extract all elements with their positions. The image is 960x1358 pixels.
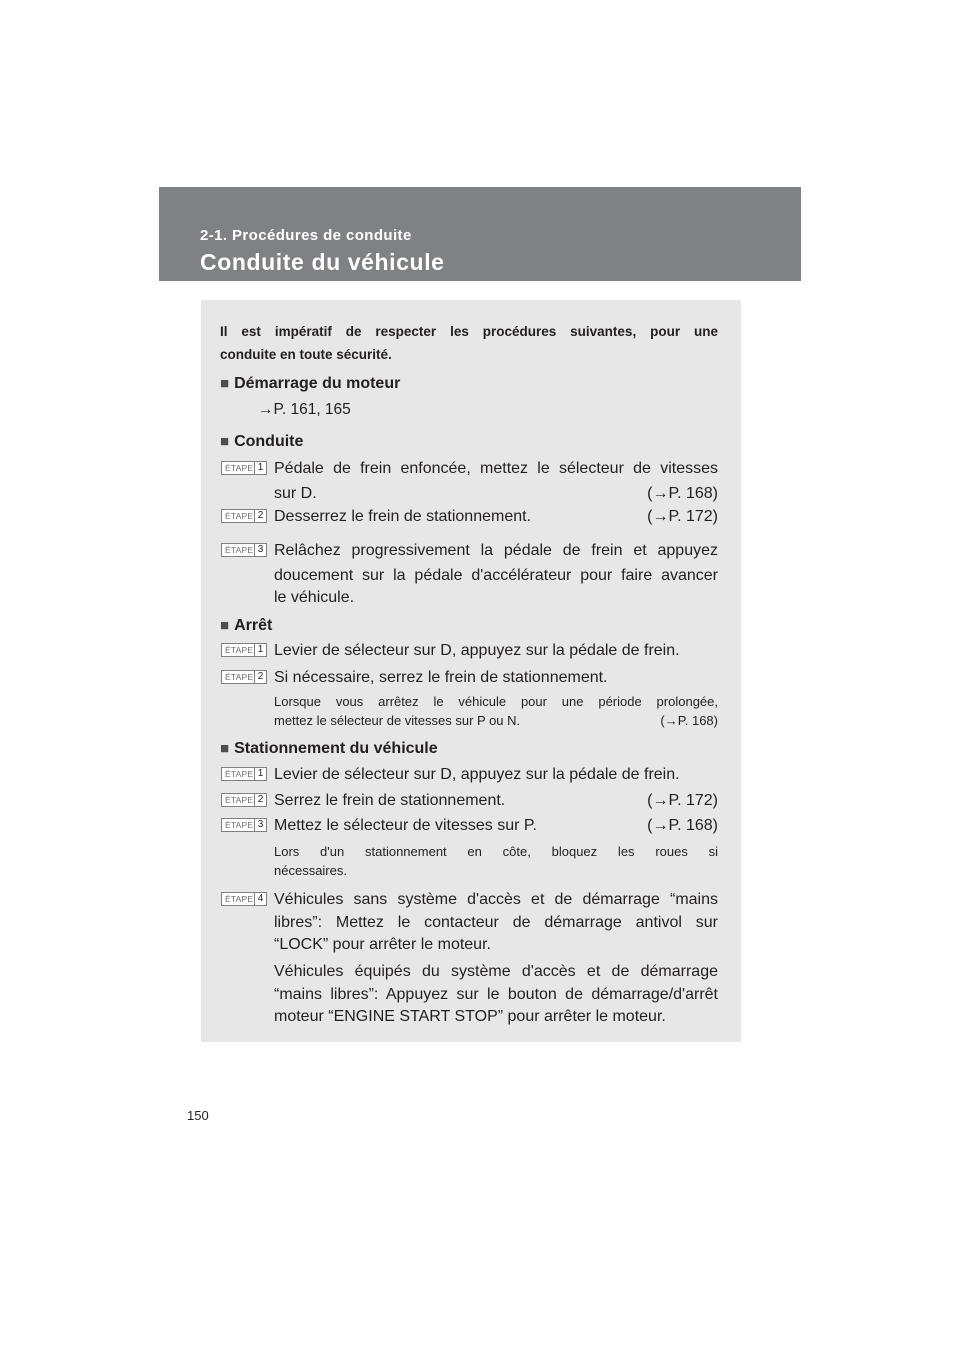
step-badge: ÉTAPE 3: [221, 818, 267, 832]
step-badge: ÉTAPE 1: [221, 767, 267, 781]
step-badge: ÉTAPE 2: [221, 793, 267, 807]
park-step-4-a-line-1: Véhicules sans système d'accès et de démarrage “mains: [274, 891, 718, 908]
square-bullet-icon: ■: [220, 617, 230, 634]
section-label: 2-1. Procédures de conduite: [200, 227, 412, 244]
heading-drive: ■ Conduite: [220, 433, 304, 450]
chapter-header: [159, 187, 801, 281]
park-step-3: Mettez le sélecteur de vitesses sur P. (→P. 168): [274, 813, 718, 838]
page-reference: (→P. 172): [647, 508, 718, 525]
step-badge: ÉTAPE 1: [221, 643, 267, 657]
drive-step-1-line-2: sur D. (→P. 168): [274, 481, 718, 506]
stop-step-1: Levier de sélecteur sur D, appuyez sur la pédale de frein.: [274, 642, 680, 659]
park-note-line-1: Lors d'un stationnement en côte, bloquez les roues si: [274, 844, 718, 859]
heading-start: ■ Démarrage du moteur: [220, 375, 401, 392]
step-badge: ÉTAPE 2: [221, 670, 267, 684]
square-bullet-icon: ■: [220, 740, 230, 757]
start-ref: →P. 161, 165: [258, 401, 351, 418]
page-reference: (→P. 168): [660, 713, 718, 728]
drive-step-3-line-1: Relâchez progressivement la pédale de frein et appuyez: [274, 542, 718, 559]
intro-line-1: Il est impératif de respecter les procédures suivantes, pour une: [220, 324, 718, 339]
park-step-4-b-line-2: “mains libres”: Appuyez sur le bouton de démarrage/d'arrêt: [274, 986, 718, 1003]
step-badge: ÉTAPE 1: [221, 461, 267, 475]
park-step-1: Levier de sélecteur sur D, appuyez sur la pédale de frein.: [274, 766, 680, 783]
heading-stop: ■ Arrêt: [220, 617, 273, 634]
step-badge: ÉTAPE 4: [221, 892, 267, 906]
page-reference: (→P. 168): [647, 485, 718, 502]
intro-line-2: conduite en toute sécurité.: [220, 347, 392, 362]
park-step-4-a-line-3: “LOCK” pour arrêter le moteur.: [274, 936, 491, 953]
park-step-2: Serrez le frein de stationnement. (→P. 172): [274, 788, 718, 813]
park-note-line-2: nécessaires.: [274, 863, 347, 878]
park-step-4-b-line-3: moteur “ENGINE START STOP” pour arrêter le moteur.: [274, 1008, 666, 1025]
stop-note-line-2: mettez le sélecteur de vitesses sur P ou N. (→P. 168): [274, 713, 718, 728]
page-number: 150: [187, 1108, 209, 1123]
drive-step-3-line-2: doucement sur la pédale d'accélérateur pour faire avancer: [274, 567, 718, 584]
content-box: [201, 300, 741, 1042]
page-reference: (→P. 172): [647, 792, 718, 809]
step-badge: ÉTAPE 3: [221, 543, 267, 557]
page-reference: (→P. 168): [647, 817, 718, 834]
step-badge: ÉTAPE 2: [221, 509, 267, 523]
square-bullet-icon: ■: [220, 433, 230, 450]
drive-step-3-line-3: le véhicule.: [274, 589, 355, 606]
page-title: Conduite du véhicule: [200, 249, 445, 275]
drive-step-1-line-1: Pédale de frein enfoncée, mettez le sélecteur de vitesses: [274, 460, 718, 477]
stop-step-2: Si nécessaire, serrez le frein de stationnement.: [274, 669, 608, 686]
square-bullet-icon: ■: [220, 375, 230, 392]
park-step-4-a-line-2: libres”: Mettez le contacteur de démarrage antivol sur: [274, 914, 718, 931]
heading-park: ■ Stationnement du véhicule: [220, 740, 438, 757]
park-step-4-b-line-1: Véhicules équipés du système d'accès et de démarrage: [274, 963, 718, 980]
drive-step-2: Desserrez le frein de stationnement. (→P. 172): [274, 504, 718, 529]
stop-note-line-1: Lorsque vous arrêtez le véhicule pour une période prolongée,: [274, 694, 718, 709]
